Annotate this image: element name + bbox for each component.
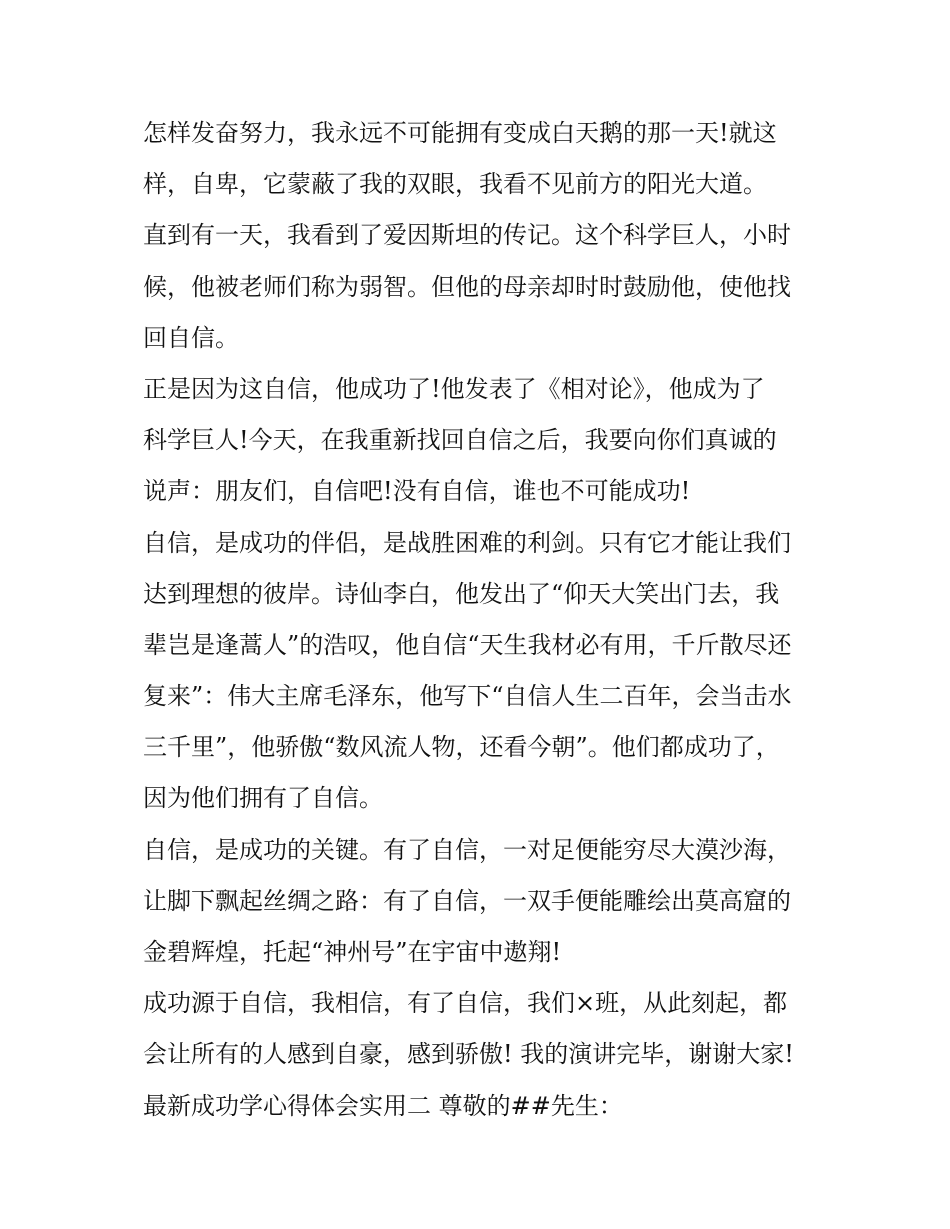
text-line: 候，他被老师们称为弱智。但他的母亲却时时鼓励他，使他找 — [143, 272, 791, 301]
text-line: 辈岂是逢蒿人”的浩叹，他自信“天生我材必有用，千斤散尽还 — [143, 630, 792, 659]
text-line: 直到有一天，我看到了爱因斯坦的传记。这个科学巨人，小时 — [143, 221, 791, 250]
heading-line: 最新成功学心得体会实用二 尊敬的##先生： — [143, 1091, 623, 1120]
text-line: 自信，是成功的伴侣，是战胜困难的利剑。只有它才能让我们 — [143, 528, 791, 557]
text-line: 金碧辉煌，托起“神州号”在宇宙中遨翔! — [143, 938, 562, 966]
text-line: 科学巨人!今天，在我重新找回自信之后，我要向你们真诚的 — [143, 426, 777, 455]
text-line: 自信，是成功的关键。有了自信，一对足便能穷尽大漠沙海， — [143, 835, 791, 864]
document-body — [143, 108, 823, 1132]
text-line: 样，自卑，它蒙蔽了我的双眼，我看不见前方的阳光大道。 — [143, 170, 767, 199]
text-line: 怎样发奋努力，我永远不可能拥有变成白天鹅的那一天!就这 — [143, 119, 777, 147]
text-line: 说声：朋友们，自信吧!没有自信，谁也不可能成功! — [143, 477, 691, 506]
text-line: 达到理想的彼岸。诗仙李白，他发出了“仰天大笑出门去，我 — [143, 579, 780, 608]
text-line: 会让所有的人感到自豪，感到骄傲! 我的演讲完毕，谢谢大家! — [143, 1040, 794, 1069]
text-line: 让脚下飘起丝绸之路：有了自信，一双手便能雕绘出莫高窟的 — [143, 886, 791, 915]
text-line: 三千里”，他骄傲“数风流人物，还看今朝”。他们都成功了， — [143, 733, 780, 762]
text-line: 因为他们拥有了自信。 — [143, 784, 383, 813]
text-line: 复来”：伟大主席毛泽东，他写下“自信人生二百年，会当击水 — [143, 682, 792, 711]
text-line: 正是因为这自信，他成功了!他发表了《相对论》，他成为了 — [143, 374, 765, 403]
text-line: 成功源于自信，我相信，有了自信，我们×班，从此刻起，都 — [143, 989, 788, 1018]
text-line: 回自信。 — [143, 323, 239, 352]
